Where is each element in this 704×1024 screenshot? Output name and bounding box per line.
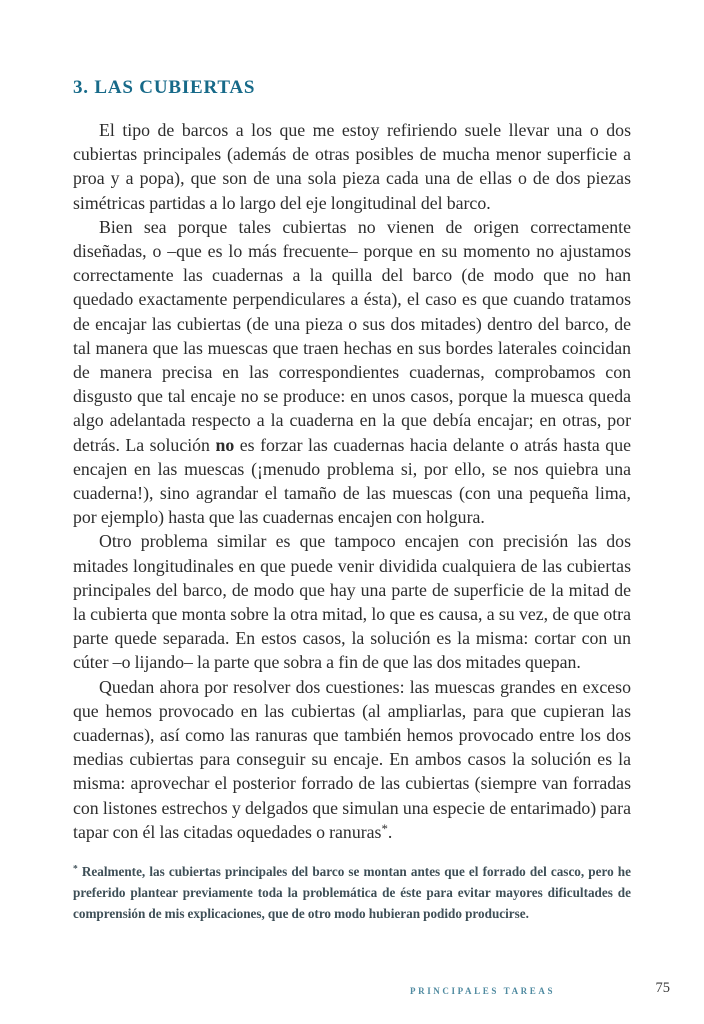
paragraph-4-text: Quedan ahora por resolver dos cuestiones: las muescas grandes en exceso que hemos provocado en las cubiertas (al ampliarlas, para que cupieran las cuadernas), así como las ranuras que también hemos provocado entre los dos medias cubiertas para conseguir su encaje. En ambos casos la solución es la misma: aprovechar el posterior forrado de las cubiertas (siempre van forradas con listones estrechos y delgados que simulan una especie de entarimado) para tapar con él las citadas oquedades o ranuras — [73, 676, 631, 842]
page-number: 75 — [655, 980, 670, 996]
running-footer-label: PRINCIPALES TAREAS — [410, 986, 556, 996]
paragraph-4 — [73, 675, 631, 844]
footnote-reference-asterisk: * — [381, 822, 388, 837]
paragraph-3 — [73, 529, 631, 674]
paragraph-3-text: Otro problema similar es que tampoco encajen con precisión las dos mitades longitudinales en que puede venir dividida cualquiera de las cubiertas principales del barco, de modo que hay una parte de superficie de la mitad de la cubierta que monta sobre la otra mitad, lo que es causa, a su vez, de que otra parte quede separada. En estos casos, la solución es la misma: cortar con un cúter –o lijando– la parte que sobra a fin de que las dos mitades quepan. — [73, 531, 631, 673]
paragraph-1 — [73, 118, 631, 215]
paragraph-4-period: . — [387, 821, 393, 842]
section-heading: 3. LAS CUBIERTAS — [73, 77, 256, 98]
paragraph-1-text: El tipo de barcos a los que me estoy refiriendo suele llevar una o dos cubiertas principales (además de otras posibles de mucha menor superficie a proa y a popa), que son de una sola pieza cada una de ellas o de dos piezas simétricas partidas a lo largo del eje longitudinal del barco. — [73, 120, 631, 213]
page-content — [73, 78, 631, 924]
paragraph-2 — [73, 215, 631, 530]
paragraph-2-text: Bien sea porque tales cubiertas no vienen de origen correctamente diseñadas, o –que es lo más frecuente– porque en su momento no ajustamos correctamente las cuadernas a la quilla del barco (de modo que no han quedado exactamente perpendiculares a ésta), el caso es que cuando tratamos de encajar las cubiertas (de una pieza o sus dos mitades) dentro del barco, de tal manera que las muescas que traen hechas en sus bordes laterales coincidan de manera precisa en las correspondientes cuadernas, comprobamos con disgusto que tal encaje no se produce: en unos casos, porque la muesca queda algo adelantada respecto a la cuaderna en la que debía encajar; en otras, por detrás. La solución — [73, 216, 631, 455]
bold-emphasis-no: no — [215, 434, 235, 455]
footnote-marker-asterisk: * — [73, 864, 78, 875]
footnote-text: Realmente, las cubiertas principales del barco se montan antes que el forrado del casco, pero he preferido plantear previamente toda la problemática de éste para evitar mayores dificultades de comprensión de mis explicaciones, que de otro modo hubieran podido producirse. — [73, 864, 631, 922]
footnote — [73, 861, 631, 924]
paragraph-2-text-cont: es forzar las cuadernas hacia delante o atrás hasta que encajen en las muescas (¡menudo problema si, por ello, se nos quiebra una cuaderna!), sino agrandar el tamaño de las muescas (con una pequeña lima, por ejemplo) hasta que las cuadernas encajen con holgura. — [73, 434, 631, 528]
